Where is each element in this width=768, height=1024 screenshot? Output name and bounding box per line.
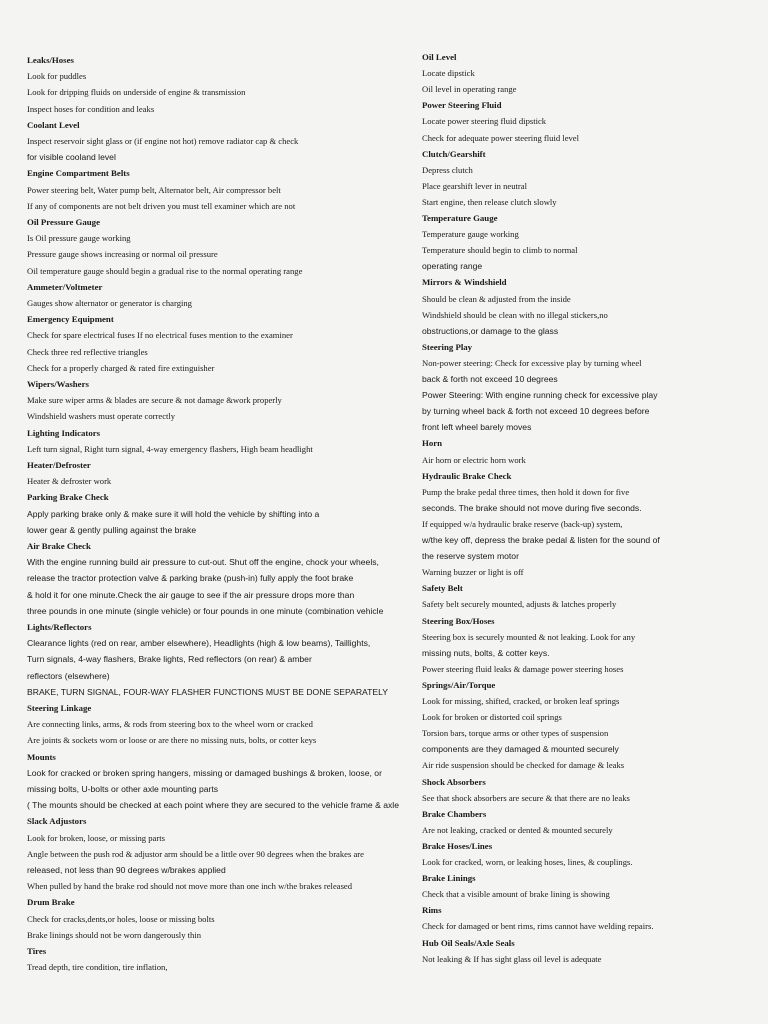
checklist-line: Look for puddles [27, 71, 87, 82]
checklist-line: Check for cracks,dents,or holes, loose or missing bolts [27, 913, 215, 924]
checklist-line: Not leaking & If has sight glass oil level is adequate [422, 953, 602, 964]
checklist-line: Locate dipstick [422, 68, 475, 79]
checklist-line: Should be clean & adjusted from the inside [422, 293, 571, 304]
checklist-line: Turn signals, 4-way flashers, Brake lights, Red reflectors (on rear) & amber [27, 654, 312, 665]
checklist-line: back & forth not exceed 10 degrees [422, 374, 558, 384]
section-heading-leaks-hoses: Leaks/Hoses [27, 55, 74, 65]
checklist-line: BRAKE, TURN SIGNAL, FOUR-WAY FLASHER FUNCTIONS MUST BE DONE SEPARATELY [27, 686, 388, 697]
checklist-line: Make sure wiper arms & blades are secure & not damage &work properly [27, 395, 282, 406]
section-heading-drum-brake: Drum Brake [27, 897, 75, 908]
checklist-line: Place gearshift lever in neutral [422, 180, 527, 191]
checklist-line: If any of components are not belt driven you must tell examiner which are not [27, 200, 296, 211]
checklist-line: Oil level in operating range [422, 84, 517, 95]
checklist-line: Depress clutch [422, 164, 473, 175]
section-heading-air-brake-check: Air Brake Check [27, 541, 91, 551]
section-heading-heater-defroster: Heater/Defroster [27, 460, 91, 470]
checklist-line: missing bolts, U-bolts or other axle mounting parts [27, 784, 219, 794]
section-heading-ammeter-voltmeter: Ammeter/Voltmeter [27, 281, 103, 292]
section-heading-brake-chambers: Brake Chambers [422, 808, 487, 819]
section-heading-rims: Rims [422, 905, 442, 916]
checklist-line: Check three red reflective triangles [27, 346, 148, 357]
checklist-line: Inspect reservoir sight glass or (if engine not hot) remove radiator cap & check [27, 136, 299, 146]
section-heading-wipers-washers: Wipers/Washers [27, 379, 89, 389]
checklist-line: operating range [422, 261, 483, 272]
checklist-line: Locate power steering fluid dipstick [422, 116, 547, 127]
checklist-line: Pump the brake pedal three times, then hold it down for five [422, 486, 630, 497]
section-heading-coolant-level: Coolant Level [27, 119, 80, 130]
checklist-line: Power Steering: With engine running check for excessive play [422, 390, 658, 401]
checklist-line: Heater & defroster work [27, 476, 112, 487]
checklist-line: Oil temperature gauge should begin a gradual rise to the normal operating range [27, 265, 303, 276]
section-heading-mounts: Mounts [27, 751, 56, 762]
checklist-line: ( The mounts should be checked at each point where they are secured to the vehicle frame & axle [27, 800, 399, 811]
checklist-line: Brake linings should not be worn dangerously thin [27, 929, 202, 940]
checklist-line: With the engine running build air pressure to cut-out. Shut off the engine, chock your wheels, [27, 557, 379, 568]
checklist-line: Safety belt securely mounted, adjusts & latches properly [422, 599, 617, 610]
checklist-line: Tread depth, tire condition, tire inflation, [27, 962, 168, 973]
section-heading-brake-linings: Brake Linings [422, 873, 476, 884]
checklist-line: Power steering belt, Water pump belt, Alternator belt, Air compressor belt [27, 184, 281, 195]
section-heading-engine-compartment-belts: Engine Compartment Belts [27, 168, 130, 179]
section-heading-clutch-gearshift: Clutch/Gearshift [422, 148, 486, 159]
checklist-line: Start engine, then release clutch slowly [422, 196, 557, 207]
checklist-line: Clearance lights (red on rear, amber elsewhere), Headlights (high & low beams), Taillights, [27, 638, 371, 649]
checklist-line: seconds. The brake should not move during five seconds. [422, 502, 642, 513]
section-heading-oil-pressure-gauge: Oil Pressure Gauge [27, 217, 100, 227]
checklist-line: Gauges show alternator or generator is charging [27, 298, 192, 308]
checklist-line: Apply parking brake only & make sure it will hold the vehicle by shifting into a [27, 508, 320, 519]
section-heading-shock-absorbers: Shock Absorbers [422, 776, 486, 787]
checklist-line: lower gear & gently pulling against the brake [27, 524, 197, 535]
section-heading-brake-hoses-lines: Brake Hoses/Lines [422, 840, 493, 851]
checklist-line: Left turn signal, Right turn signal, 4-way emergency flashers, High beam headlight [27, 443, 313, 454]
checklist-line: See that shock absorbers are secure & that there are no leaks [422, 792, 630, 803]
checklist-line: Look for cracked, worn, or leaking hoses, lines, & couplings. [422, 857, 633, 867]
section-heading-tires: Tires [27, 946, 47, 956]
checklist-line: Check for damaged or bent rims, rims cannot have welding repairs. [422, 921, 654, 932]
checklist-line: Pressure gauge shows increasing or normal oil pressure [27, 249, 218, 260]
checklist-line: reflectors (elsewhere) [27, 670, 110, 681]
checklist-line: Power steering fluid leaks & damage power steering hoses [422, 663, 624, 674]
section-heading-hydraulic-brake-check: Hydraulic Brake Check [422, 470, 512, 481]
checklist-line: When pulled by hand the brake rod should not move more than one inch w/the brakes released [27, 881, 353, 892]
checklist-line: & hold it for one minute.Check the air gauge to see if the air pressure drops more than [27, 589, 355, 600]
checklist-line: released, not less than 90 degrees w/brakes applied [27, 865, 226, 875]
checklist-line: Temperature should begin to climb to normal [422, 245, 578, 256]
checklist-line: Are connecting links, arms, & rods from steering box to the wheel worn or cracked [27, 719, 313, 730]
checklist-line: Non-power steering: Check for excessive play by turning wheel [422, 357, 642, 368]
checklist-line: release the tractor protection valve & parking brake (push-in) fully apply the foot brake [27, 573, 354, 584]
checklist-line: missing nuts, bolts, & cotter keys. [422, 647, 550, 658]
section-heading-power-steering-fluid: Power Steering Fluid [422, 100, 502, 111]
checklist-line: Check for adequate power steering fluid level [422, 132, 580, 143]
checklist-line: the reserve system motor [422, 551, 519, 562]
section-heading-steering-linkage: Steering Linkage [27, 703, 92, 713]
checklist-line: by turning wheel back & forth not exceed 10 degrees before [422, 406, 650, 417]
checklist-line: for visible cooland level [27, 152, 116, 163]
checklist-line: Torsion bars, torque arms or other types of suspension [422, 728, 609, 739]
section-heading-slack-adjustors: Slack Adjustors [27, 816, 87, 827]
section-heading-horn: Horn [422, 438, 443, 449]
section-heading-lighting-indicators: Lighting Indicators [27, 427, 101, 438]
section-heading-mirrors-windshield: Mirrors & Windshield [422, 277, 507, 288]
checklist-line: Angle between the push rod & adjustor arm should be a little over 90 degrees when the brakes are [27, 848, 364, 859]
checklist-line: components are they damaged & mounted securely [422, 744, 619, 755]
checklist-line: Air ride suspension should be checked for damage & leaks [422, 760, 625, 771]
checklist-line: front left wheel barely moves [422, 422, 532, 433]
section-heading-safety-belt: Safety Belt [422, 583, 463, 594]
section-heading-springs-air-torque: Springs/Air/Torque [422, 679, 496, 690]
checklist-line: If equipped w/a hydraulic brake reserve (back-up) system, [422, 518, 623, 529]
section-heading-parking-brake-check: Parking Brake Check [27, 492, 109, 503]
checklist-line: Are not leaking, cracked or dented & mounted securely [422, 824, 613, 835]
section-heading-oil-level: Oil Level [422, 52, 457, 62]
checklist-line: Temperature gauge working [422, 229, 519, 240]
checklist-line: obstructions,or damage to the glass [422, 325, 559, 336]
checklist-line: w/the key off, depress the brake pedal & listen for the sound of [422, 535, 660, 545]
checklist-line: Check that a visible amount of brake lining is showing [422, 889, 610, 900]
checklist-line: Look for cracked or broken spring hangers, missing or damaged bushings & broken, loose, or [27, 767, 382, 778]
checklist-line: three pounds in one minute (single vehicle) or four pounds in one minute (combination vehicle [27, 605, 384, 616]
checklist-line: Windshield should be clean with no illegal stickers,no [422, 309, 608, 320]
checklist-line: Are joints & sockets worn or loose or are there no missing nuts, bolts, or cotter keys [27, 735, 317, 746]
checklist-line: Look for dripping fluids on underside of engine & transmission [27, 87, 246, 98]
checklist-line: Check for spare electrical fuses If no electrical fuses mention to the examiner [27, 330, 293, 341]
section-heading-lights-reflectors: Lights/Reflectors [27, 622, 92, 632]
section-heading-steering-play: Steering Play [422, 341, 473, 352]
checklist-line: Air horn or electric horn work [422, 454, 526, 465]
checklist-line: Look for missing, shifted, cracked, or broken leaf springs [422, 696, 620, 706]
checklist-line: Check for a properly charged & rated fire extinguisher [27, 362, 215, 373]
checklist-line: Inspect hoses for condition and leaks [27, 103, 155, 114]
section-heading-temperature-gauge: Temperature Gauge [422, 213, 498, 223]
section-heading-steering-box-hoses: Steering Box/Hoses [422, 615, 495, 626]
section-heading-emergency-equipment: Emergency Equipment [27, 314, 114, 325]
section-heading-hub-oil-seals-axle-seals: Hub Oil Seals/Axle Seals [422, 937, 515, 948]
checklist-line: Look for broken, loose, or missing parts [27, 832, 165, 843]
checklist-line: Steering box is securely mounted & not leaking. Look for any [422, 631, 636, 642]
checklist-line: Is Oil pressure gauge working [27, 233, 131, 244]
checklist-line: Look for broken or distorted coil springs [422, 712, 562, 723]
checklist-line: Warning buzzer or light is off [422, 567, 524, 578]
checklist-line: Windshield washers must operate correctly [27, 411, 176, 422]
